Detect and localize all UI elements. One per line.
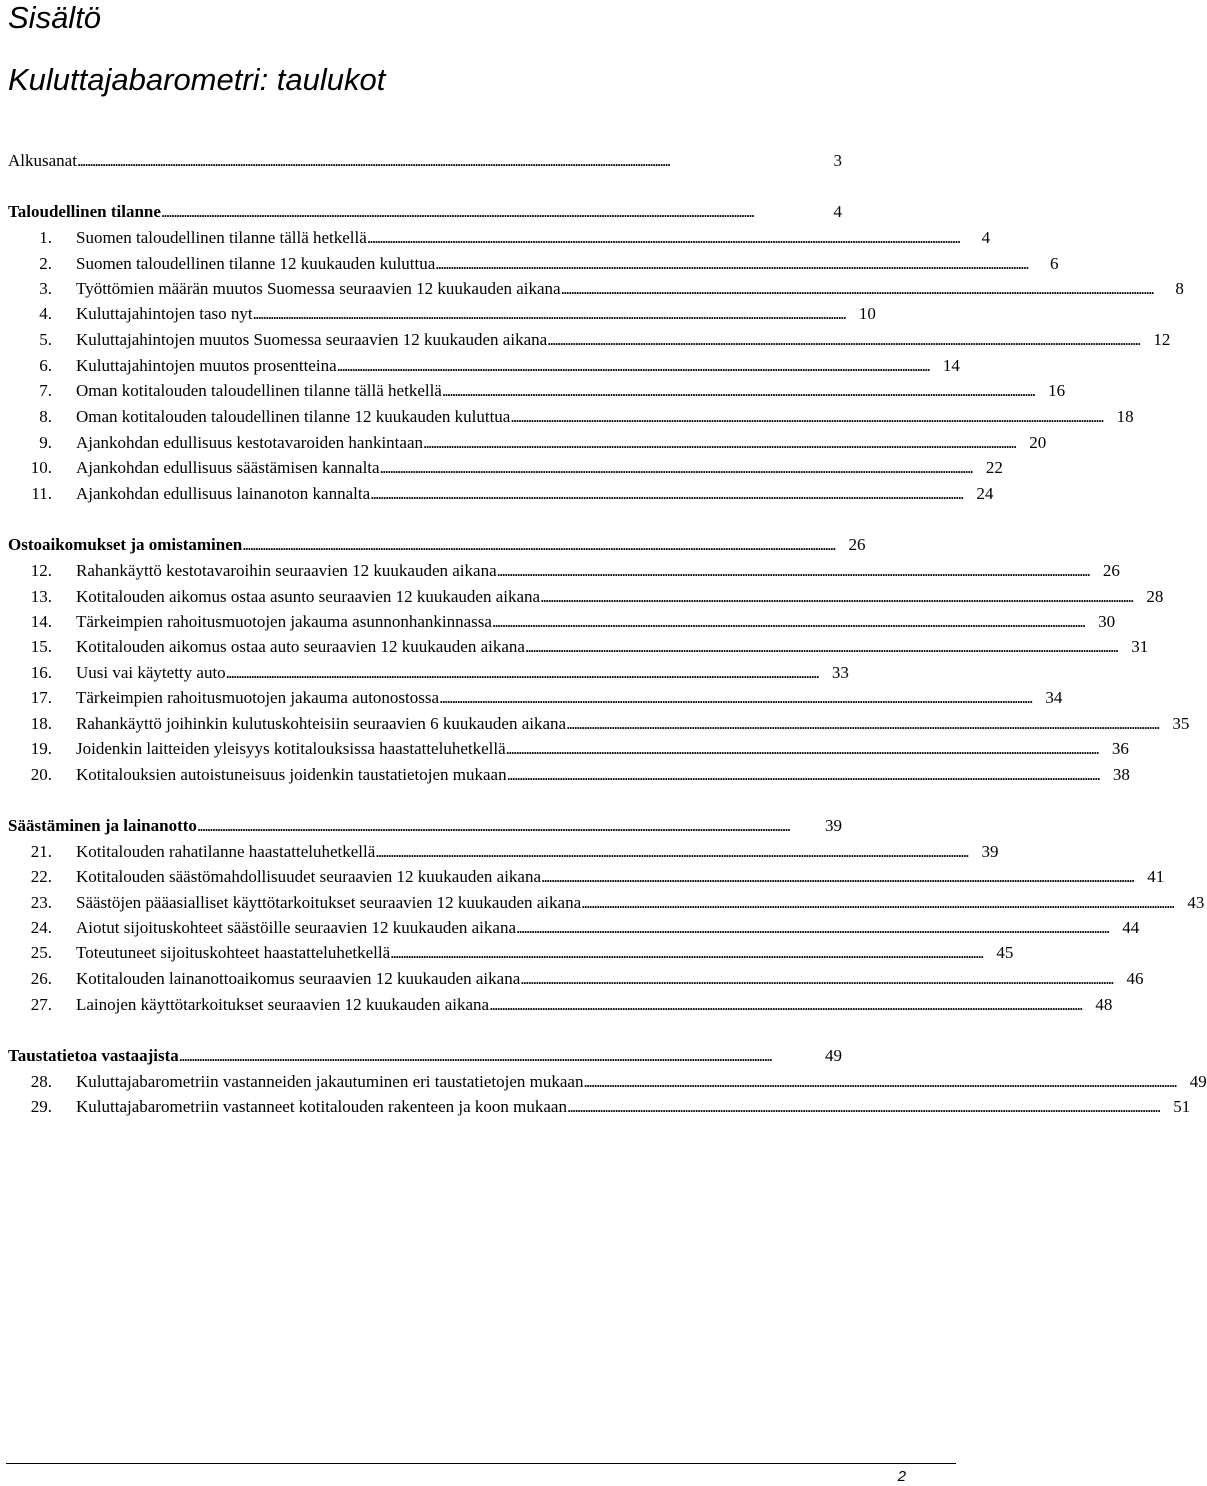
toc-entry-page: 44 [1122,918,1140,937]
toc-entry-title: Toteutuneet sijoituskohteet haastatteluhetkellä [76,943,391,962]
toc-entry-number [8,662,76,684]
toc-leader-dots [520,968,1111,990]
toc-entry-page: 45 [996,943,1014,962]
toc-entry-page: 20 [1029,433,1047,452]
toc-entry-number [8,303,76,325]
toc-entry-number-text: 1. [39,228,52,247]
toc-entry-title: Ajankohdan edullisuus säästämisen kannalta [76,458,380,477]
toc-table-entry[interactable] [8,864,1165,888]
toc-entry-number [8,380,76,402]
toc-leader-dots [540,586,1131,608]
toc-leader-dots [370,483,961,505]
toc-leader-dots [497,560,1088,582]
toc-entry-page: 34 [1045,688,1063,707]
toc-entry-number [8,329,76,351]
toc-table-entry[interactable] [8,685,1063,709]
toc-entry-title: Ajankohdan edullisuus lainanoton kannalta [76,484,371,503]
toc-entry-page: 4 [981,228,991,247]
toc-entry-number [8,355,76,377]
toc-table-entry[interactable] [8,940,1014,964]
toc-entry-number-text: 27. [30,995,52,1014]
toc-section-entry[interactable] [8,532,866,556]
toc-entry-number-text: 12. [30,561,52,580]
toc-leader-dots [561,278,1152,300]
toc-entry-number-text: 3. [39,279,52,298]
toc-entry-number [8,713,76,735]
toc-entry-number [8,457,76,479]
footer-divider [6,1463,956,1464]
toc-entry-title: Tärkeimpien rahoitusmuotojen jakauma autonostossa [76,688,440,707]
toc-entry-number [8,586,76,608]
toc-leader-dots [489,994,1080,1016]
toc-leader-dots [507,764,1098,786]
toc-entry-number-text: 19. [30,739,52,758]
toc-table-entry[interactable] [8,251,1059,275]
toc-entry-title: Rahankäyttö joihinkin kulutuskohteisiin seuraavien 6 kuukauden aikana [76,714,567,733]
toc-leader-dots [390,942,981,964]
toc-table-entry[interactable] [8,327,1171,351]
toc-entry-number [8,892,76,914]
toc-entry-number-text: 22. [30,867,52,886]
toc-leader-dots [566,713,1157,735]
toc-entry-number [8,917,76,939]
toc-leader-dots [380,457,971,479]
toc-entry-title: Työttömien määrän muutos Suomessa seuraavien 12 kuukauden aikana [76,279,561,298]
toc-entry-title: Alkusanat [8,151,77,170]
toc-leader-dots [581,892,1172,914]
toc-leader-dots [516,917,1107,939]
toc-table-entry[interactable] [8,966,1144,990]
toc-entry-number-text: 21. [30,842,52,861]
toc-entry-page: 18 [1116,407,1134,426]
toc-entry-title: Säästöjen pääasialliset käyttötarkoitukset seuraavien 12 kuukauden aikana [76,893,582,912]
toc-entry-page: 8 [1175,279,1184,298]
toc-table-entry[interactable] [8,839,999,863]
toc-leader-dots [492,611,1083,633]
toc-leader-dots [525,636,1116,658]
toc-entry-title: Taustatietoa vastaajista [8,1046,179,1065]
toc-entry-page: 6 [1050,254,1059,273]
toc-entry-title: Kuluttajahintojen muutos prosentteina [76,356,337,375]
toc-entry-number-text: 23. [30,893,52,912]
toc-table-entry[interactable] [8,634,1149,658]
toc-entry-page: 49 [825,1046,842,1065]
toc-entry-page: 31 [1131,637,1149,656]
toc-entry-page: 41 [1147,867,1165,886]
toc-section-entry[interactable] [8,813,842,837]
toc-entry-number [8,942,76,964]
toc-entry-page: 10 [858,304,876,323]
toc-leader-dots [510,406,1101,428]
toc-entry-title: Oman kotitalouden taloudellinen tilanne tällä hetkellä [76,381,442,400]
toc-entry-number-text: 7. [39,381,52,400]
toc-entry-title: Kuluttajahintojen muutos Suomessa seuraavien 12 kuukauden aikana [76,330,548,349]
toc-entry-number-text: 24. [30,918,52,937]
toc-entry-number [8,738,76,760]
toc-entry-number-text: 20. [30,765,52,784]
toc-table-entry[interactable] [8,225,991,249]
toc-table-entry[interactable] [8,276,1184,300]
toc-entry-page: 24 [976,484,994,503]
toc-entry-page: 33 [831,663,849,682]
toc-entry-page: 16 [1048,381,1066,400]
toc-entry-title: Joidenkin laitteiden yleisyys kotitalouksissa haastatteluhetkellä [76,739,506,758]
toc-table-entry[interactable] [8,736,1129,760]
toc-entry-title: Uusi vai käytetty auto [76,663,226,682]
toc-entry-page: 48 [1095,995,1113,1014]
toc-leader-dots [179,1045,810,1067]
toc-entry-title: Suomen taloudellinen tilanne 12 kuukauden kuluttua [76,254,436,273]
toc-entry-number [8,866,76,888]
toc-table-entry[interactable] [8,762,1130,786]
toc-entry-number-text: 16. [30,663,52,682]
toc-entry-title: Säästäminen ja lainanotto [8,816,197,835]
toc-entry-number [8,968,76,990]
toc-entry-page: 51 [1173,1097,1191,1116]
toc-entry-title: Rahankäyttö kestotavaroihin seuraavien 12 kuukauden aikana [76,561,497,580]
toc-leader-dots [423,432,1014,454]
toc-entry-number [8,764,76,786]
toc-entry-title: Kotitalouden aikomus ostaa auto seuraavien 12 kuukauden aikana [76,637,525,656]
toc-leader-dots [337,355,928,377]
toc-table-entry[interactable] [8,1069,1207,1093]
toc-entry-number-text: 5. [39,330,52,349]
toc-entry-number-text: 8. [39,407,52,426]
toc-entry-number-text: 28. [30,1072,52,1091]
toc-entry-number-text: 18. [30,714,52,733]
toc-entry-page: 49 [1189,1072,1207,1091]
toc-table-entry[interactable] [8,711,1190,735]
toc-table-entry[interactable] [8,609,1116,633]
toc-entry-page: 36 [1111,739,1129,758]
toc-leader-dots [442,380,1033,402]
toc-leader-dots [77,150,810,172]
toc-section-entry[interactable] [8,1043,842,1067]
toc-entry-title: Tärkeimpien rahoitusmuotojen jakauma asunnonhankinnassa [76,612,492,631]
toc-entry-page: 46 [1126,969,1144,988]
toc-entry-number-text: 25. [30,943,52,962]
toc-entry-page: 12 [1153,330,1171,349]
toc-entry-number [8,636,76,658]
page-subtitle: Kuluttajabarometri: taulukot [8,62,386,97]
toc-entry-number-text: 11. [31,484,52,503]
toc-entry-number [8,560,76,582]
toc-leader-dots [226,662,817,684]
toc-leader-dots [253,303,844,325]
toc-table-entry[interactable] [8,890,1205,914]
toc-table-entry[interactable] [8,404,1134,428]
toc-entry-title: Taloudellinen tilanne [8,202,161,221]
toc-entry-page: 35 [1172,714,1190,733]
toc-entry-title: Kotitalouden rahatilanne haastatteluhetkellä [76,842,376,861]
toc-entry-number [8,483,76,505]
toc-table-entry[interactable] [8,430,1047,454]
toc-leader-dots [439,687,1030,709]
toc-leader-dots [375,841,966,863]
toc-leader-dots [161,201,810,223]
toc-entry-number [8,432,76,454]
toc-entry[interactable] [8,148,842,172]
toc-entry-number-text: 4. [39,304,52,323]
toc-entry-title: Kotitalouden lainanottoaikomus seuraavien 12 kuukauden aikana [76,969,521,988]
toc-leader-dots [506,738,1097,760]
toc-entry-page: 26 [1102,561,1120,580]
toc-entry-number [8,1096,76,1118]
toc-entry-title: Oman kotitalouden taloudellinen tilanne 12 kuukauden kuluttua [76,407,511,426]
toc-entry-title: Kuluttajabarometriin vastanneet kotitalouden rakenteen ja koon mukaan [76,1097,567,1116]
toc-table-entry[interactable] [8,378,1066,402]
footer-page-number: 2 [897,1468,906,1485]
toc-leader-dots [547,329,1138,351]
toc-entry-title: Ostoaikomukset ja omistaminen [8,535,243,554]
toc-entry-page: 22 [985,458,1003,477]
toc-leader-dots [435,253,1026,275]
toc-entry-number [8,227,76,249]
toc-leader-dots [567,1096,1158,1118]
toc-table-entry[interactable] [8,558,1120,582]
toc-entry-title: Kotitalouden säästömahdollisuudet seuraavien 12 kuukauden aikana [76,867,542,886]
toc-entry-number [8,1071,76,1093]
toc-entry-number-text: 10. [30,458,52,477]
toc-entry-page: 14 [942,356,960,375]
toc-table-entry[interactable] [8,1094,1191,1118]
toc-entry-number-text: 14. [30,612,52,631]
toc-entry-number [8,278,76,300]
toc-entry-number [8,406,76,428]
page-title: Sisältö [8,0,102,35]
toc-table-entry[interactable] [8,353,960,377]
toc-leader-dots [367,227,958,249]
toc-leader-dots [242,534,833,556]
toc-table-entry[interactable] [8,481,994,505]
toc-table-entry[interactable] [8,584,1164,608]
toc-leader-dots [197,815,810,837]
toc-entry-page: 3 [833,151,842,170]
toc-entry-page: 26 [848,535,866,554]
toc-entry-number [8,611,76,633]
toc-entry-page: 39 [981,842,999,861]
toc-entry-number-text: 2. [39,254,52,273]
toc-table-entry[interactable] [8,660,849,684]
toc-entry-page: 43 [1187,893,1205,912]
toc-entry-number-text: 13. [30,587,52,606]
toc-entry-number-text: 6. [39,356,52,375]
toc-entry-page: 30 [1098,612,1116,631]
toc-entry-number-text: 17. [30,688,52,707]
toc-entry-number-text: 15. [30,637,52,656]
toc-entry-number-text: 26. [30,969,52,988]
toc-entry-page: 28 [1146,587,1164,606]
toc-entry-title: Kuluttajabarometriin vastanneiden jakautuminen eri taustatietojen mukaan [76,1072,584,1091]
toc-entry-title: Kotitalouksien autoistuneisuus joidenkin taustatietojen mukaan [76,765,507,784]
toc-entry-title: Aiotut sijoituskohteet säästöille seuraavien 12 kuukauden aikana [76,918,516,937]
toc-section-entry[interactable] [8,199,842,223]
toc-entry-number [8,687,76,709]
toc-leader-dots [583,1071,1174,1093]
toc-table-entry[interactable] [8,455,1003,479]
toc-entry-page: 39 [825,816,842,835]
toc-entry-number [8,253,76,275]
toc-entry-title: Kotitalouden aikomus ostaa asunto seuraavien 12 kuukauden aikana [76,587,541,606]
toc-table-entry[interactable] [8,992,1113,1016]
toc-entry-number [8,994,76,1016]
toc-entry-page: 4 [833,202,842,221]
toc-entry-number [8,841,76,863]
toc-leader-dots [541,866,1132,888]
toc-table-entry[interactable] [8,301,876,325]
toc-entry-title: Suomen taloudellinen tilanne tällä hetkellä [76,228,367,247]
toc-entry-title: Kuluttajahintojen taso nyt [76,304,253,323]
toc-table-entry[interactable] [8,915,1140,939]
toc-entry-page: 38 [1112,765,1130,784]
toc-entry-title: Lainojen käyttötarkoitukset seuraavien 12 kuukauden aikana [76,995,490,1014]
toc-entry-number-text: 29. [30,1097,52,1116]
toc-entry-title: Ajankohdan edullisuus kestotavaroiden hankintaan [76,433,423,452]
toc-entry-number-text: 9. [39,433,52,452]
